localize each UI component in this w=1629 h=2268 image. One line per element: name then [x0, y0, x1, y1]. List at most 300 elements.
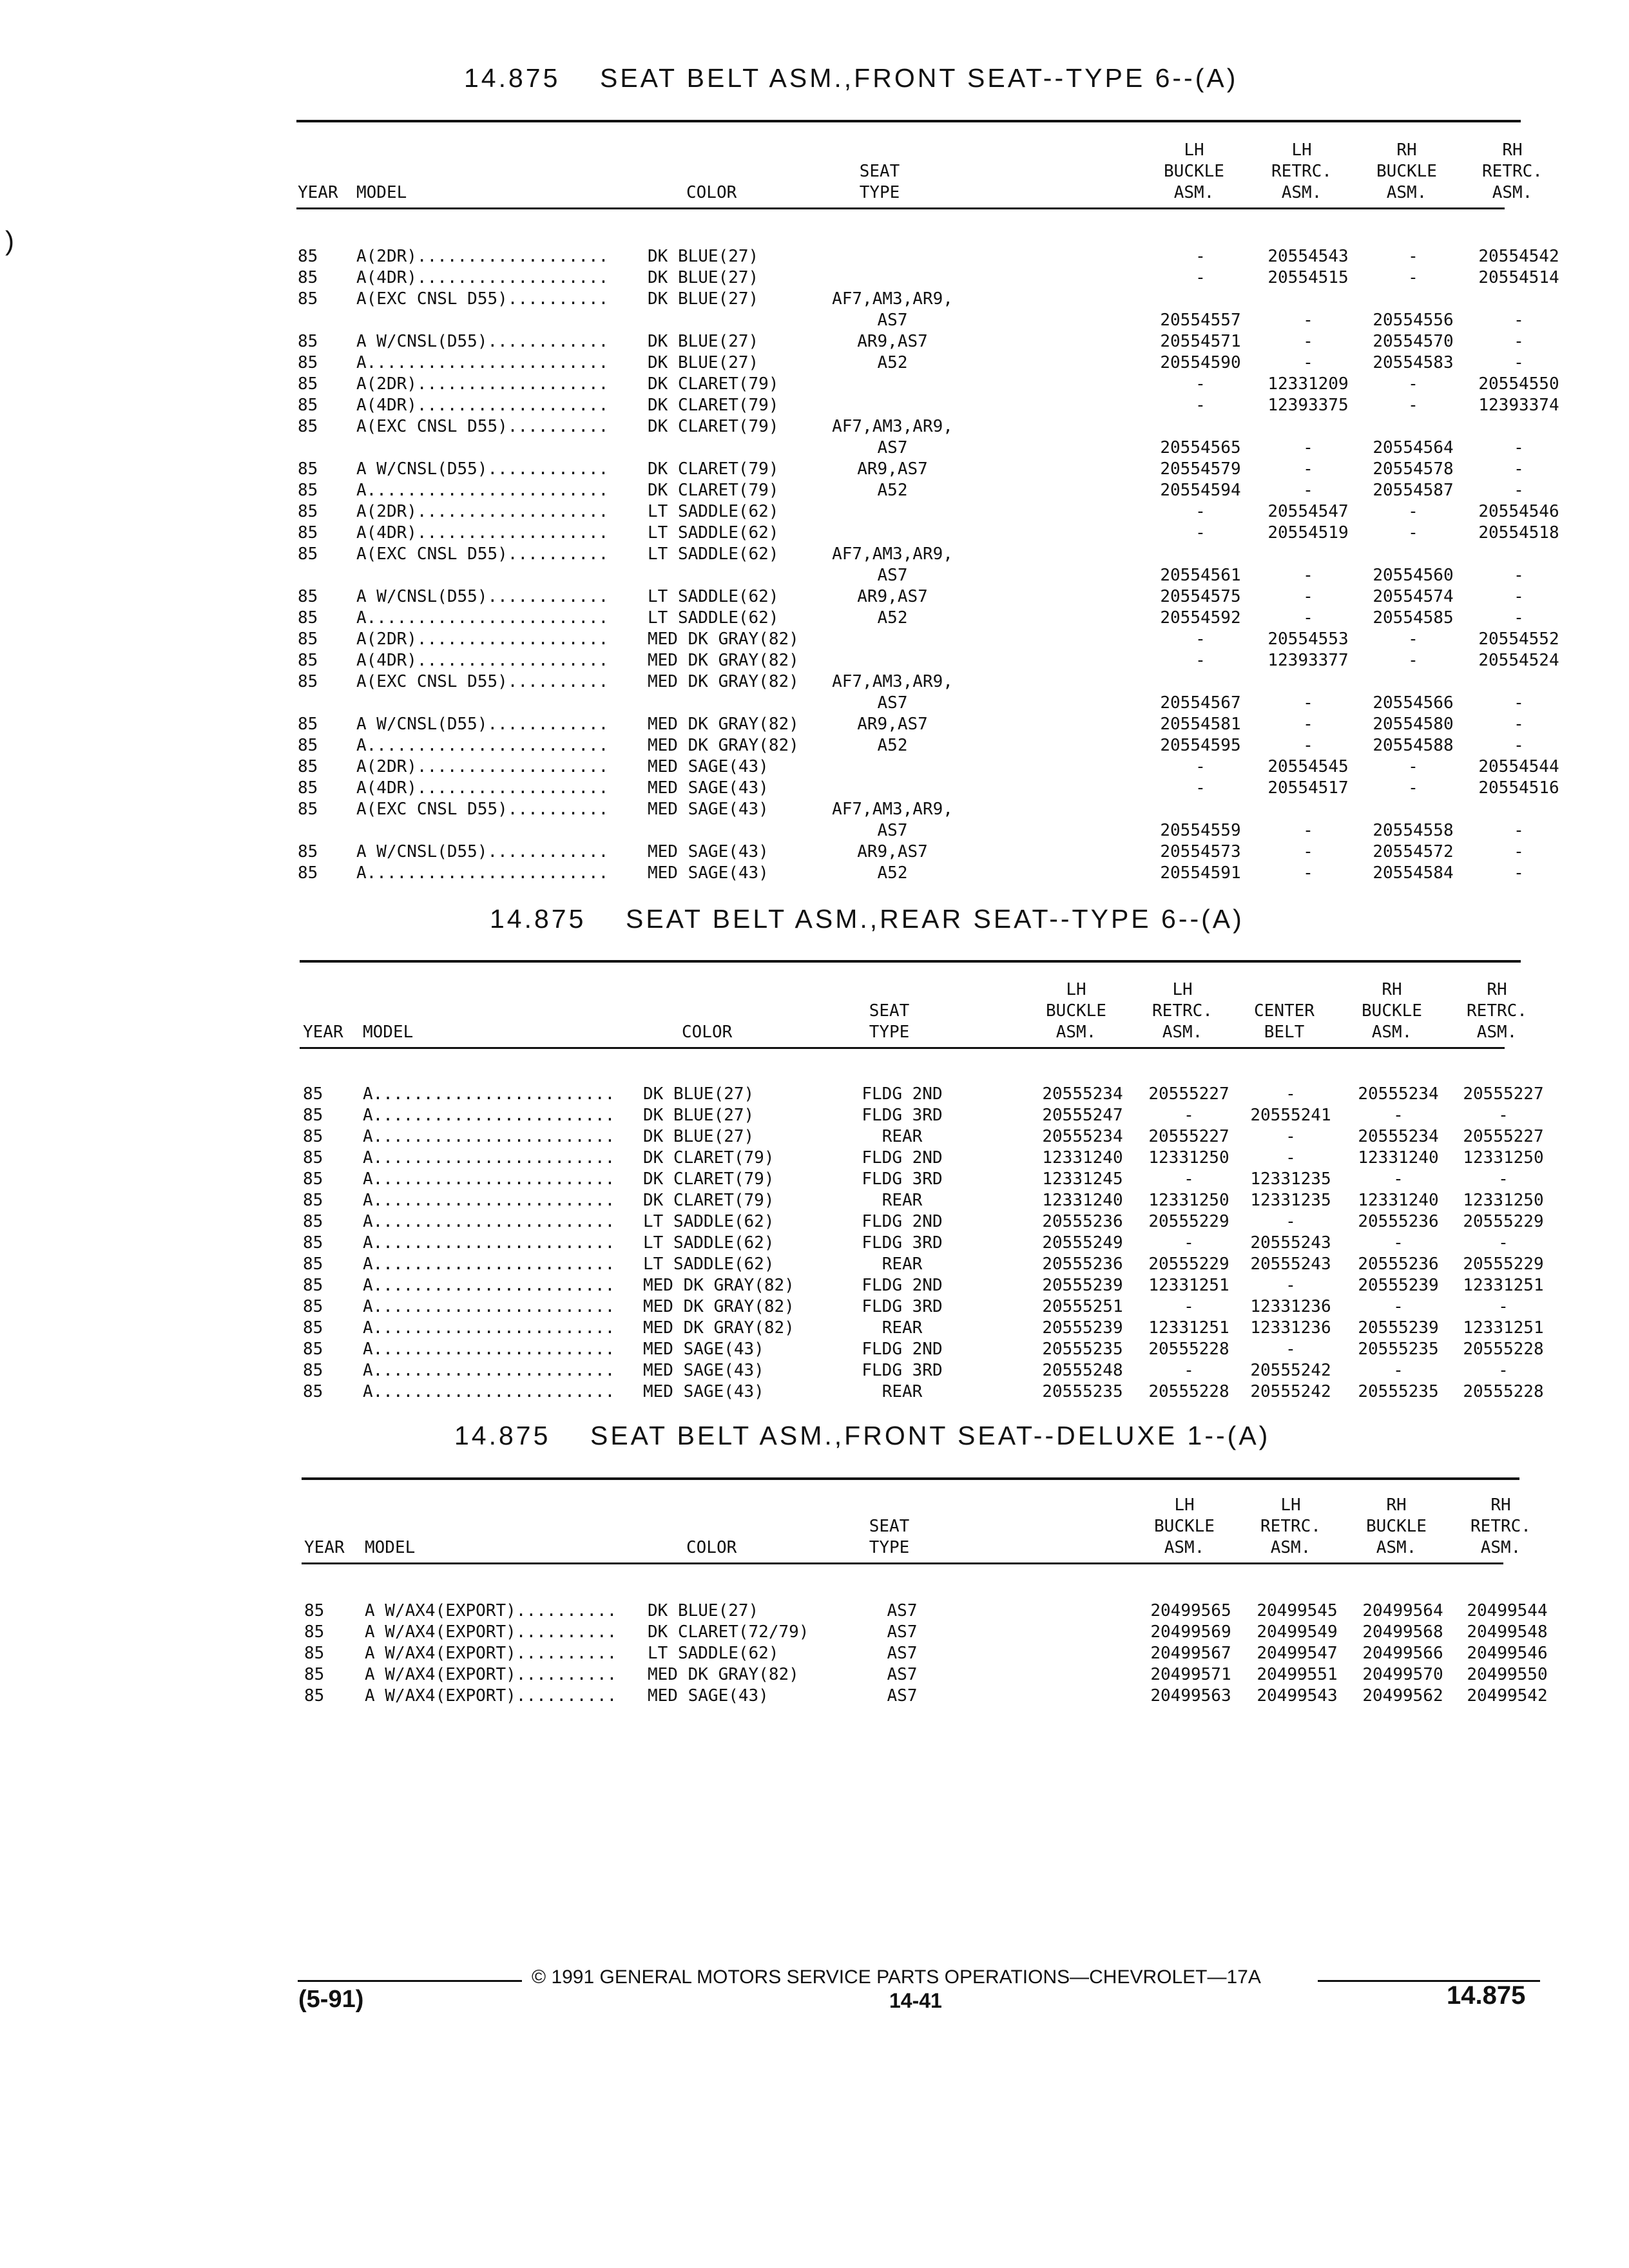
cell-seat-type: AR9,AS7: [857, 332, 928, 351]
table-row: [0, 501, 1629, 523]
cell-part-number: -: [1514, 353, 1524, 372]
cell-part-number: 20499571: [1150, 1665, 1231, 1684]
cell-part-number: 20554514: [1478, 268, 1559, 287]
cell-part-number: 20554571: [1160, 332, 1241, 351]
cell-part-number: 12331250: [1463, 1191, 1544, 1210]
cell-seat-type: FLDG 3RD: [862, 1106, 943, 1125]
cell-part-number: -: [1498, 1169, 1509, 1189]
cell-model: A........................: [356, 353, 609, 372]
cell-color: MED SAGE(43): [648, 1686, 769, 1706]
table-row: [0, 756, 1629, 778]
cell-color: MED DK GRAY(82): [643, 1297, 795, 1316]
cell-year: 85: [303, 1084, 323, 1104]
table-row: [0, 544, 1629, 566]
table-row: [0, 735, 1629, 757]
column-header-part: RH BUCKLE ASM.: [1376, 140, 1437, 202]
cell-model: A(2DR)...................: [356, 374, 609, 394]
cell-seat-type: AF7,AM3,AR9,: [832, 289, 953, 309]
cell-part-number: 20555235: [1358, 1382, 1439, 1401]
cell-part-number: -: [1195, 502, 1206, 521]
cell-part-number: 20555234: [1358, 1127, 1439, 1146]
cell-part-number: 12331235: [1250, 1169, 1331, 1189]
table-row: [0, 437, 1629, 459]
cell-color: LT SADDLE(62): [648, 1644, 779, 1663]
cell-part-number: -: [1393, 1233, 1403, 1253]
cell-part-number: 20554581: [1160, 715, 1241, 734]
cell-part-number: 20499564: [1362, 1601, 1443, 1620]
cell-model: A........................: [363, 1084, 615, 1104]
cell-part-number: -: [1303, 459, 1313, 479]
cell-model: A........................: [363, 1148, 615, 1168]
cell-part-number: 20499545: [1257, 1601, 1338, 1620]
table-row: [0, 1381, 1629, 1403]
column-header-seat-type: SEAT TYPE: [869, 1517, 910, 1557]
cell-year: 85: [303, 1212, 323, 1231]
cell-color: MED SAGE(43): [648, 863, 769, 883]
cell-part-number: 20554558: [1373, 821, 1454, 840]
cell-seat-type: AR9,AS7: [857, 459, 928, 479]
cell-color: MED SAGE(43): [648, 778, 769, 798]
cell-year: 85: [298, 842, 318, 861]
cell-year: 85: [304, 1665, 325, 1684]
cell-part-number: -: [1303, 715, 1313, 734]
cell-year: 85: [298, 332, 318, 351]
cell-model: A........................: [363, 1106, 615, 1125]
cell-part-number: -: [1498, 1233, 1509, 1253]
cell-part-number: 20499542: [1467, 1686, 1548, 1706]
cell-model: A W/CNSL(D55)............: [356, 715, 609, 734]
cell-part-number: -: [1514, 863, 1524, 883]
cell-part-number: 20499566: [1362, 1644, 1443, 1663]
cell-color: MED DK GRAY(82): [643, 1276, 795, 1295]
cell-part-number: -: [1408, 502, 1418, 521]
cell-part-number: -: [1184, 1169, 1194, 1189]
section-title: 14.875 SEAT BELT ASM.,FRONT SEAT--TYPE 6--(A): [464, 63, 1239, 93]
cell-year: 85: [298, 481, 318, 500]
cell-year: 85: [298, 268, 318, 287]
cell-year: 85: [303, 1318, 323, 1338]
cell-part-number: -: [1408, 629, 1418, 649]
table-row: [0, 1296, 1629, 1318]
cell-part-number: -: [1408, 268, 1418, 287]
cell-part-number: 12331209: [1268, 374, 1349, 394]
cell-part-number: 20555236: [1358, 1254, 1439, 1274]
cell-part-number: -: [1195, 629, 1206, 649]
cell-part-number: -: [1184, 1361, 1194, 1380]
cell-part-number: -: [1514, 715, 1524, 734]
cell-model: A W/CNSL(D55)............: [356, 332, 609, 351]
cell-part-number: 20555229: [1148, 1254, 1229, 1274]
cell-part-number: 20554547: [1268, 502, 1349, 521]
cell-seat-type: AS7: [887, 1686, 918, 1706]
cell-color: MED DK GRAY(82): [648, 651, 799, 670]
cell-part-number: 20555239: [1042, 1276, 1123, 1295]
table-row: [0, 1254, 1629, 1276]
cell-year: 85: [298, 672, 318, 691]
cell-part-number: -: [1514, 608, 1524, 628]
cell-year: 85: [298, 587, 318, 606]
cell-model: A W/AX4(EXPORT)..........: [365, 1601, 617, 1620]
cell-color: DK CLARET(79): [643, 1169, 775, 1189]
cell-color: MED SAGE(43): [643, 1382, 764, 1401]
cell-year: 85: [298, 715, 318, 734]
cell-model: A........................: [363, 1254, 615, 1274]
cell-part-number: 20554524: [1478, 651, 1559, 670]
column-header-part: RH BUCKLE ASM.: [1366, 1495, 1427, 1557]
cell-part-number: 20499562: [1362, 1686, 1443, 1706]
cell-part-number: 20554559: [1160, 821, 1241, 840]
cell-color: LT SADDLE(62): [648, 502, 779, 521]
cell-model: A........................: [363, 1297, 615, 1316]
cell-part-number: 20554574: [1373, 587, 1454, 606]
table-row: [0, 778, 1629, 800]
cell-year: 85: [304, 1644, 325, 1663]
column-header-model: MODEL: [365, 1538, 416, 1557]
cell-part-number: 20554542: [1478, 247, 1559, 266]
cell-seat-type: FLDG 2ND: [862, 1148, 943, 1168]
cell-model: A(EXC CNSL D55)..........: [356, 544, 609, 564]
column-header-color: COLOR: [686, 183, 737, 202]
table-row: [0, 1211, 1629, 1233]
cell-color: MED SAGE(43): [648, 842, 769, 861]
cell-part-number: -: [1303, 311, 1313, 330]
cell-seat-type: REAR: [882, 1254, 923, 1274]
cell-model: A(4DR)...................: [356, 396, 609, 415]
cell-part-number: -: [1195, 523, 1206, 543]
cell-seat-type: FLDG 3RD: [862, 1233, 943, 1253]
cell-part-number: 20555234: [1042, 1127, 1123, 1146]
cell-part-number: -: [1303, 693, 1313, 713]
footer-rule-left: [298, 1980, 522, 1982]
cell-year: 85: [298, 778, 318, 798]
cell-part-number: 20555228: [1463, 1340, 1544, 1359]
cell-part-number: -: [1303, 842, 1313, 861]
footer-section-number: 14.875: [1447, 1981, 1526, 2010]
table-row: [0, 629, 1629, 651]
cell-color: MED DK GRAY(82): [648, 629, 799, 649]
cell-color: LT SADDLE(62): [643, 1254, 775, 1274]
column-header-seat-type: SEAT TYPE: [859, 162, 900, 202]
cell-part-number: 20555228: [1148, 1382, 1229, 1401]
cell-part-number: -: [1408, 374, 1418, 394]
cell-model: A........................: [356, 736, 609, 755]
cell-part-number: 20499567: [1150, 1644, 1231, 1663]
cell-part-number: 12393377: [1268, 651, 1349, 670]
cell-model: A(4DR)...................: [356, 651, 609, 670]
cell-color: MED SAGE(43): [648, 757, 769, 776]
cell-model: A........................: [363, 1212, 615, 1231]
column-header-year: YEAR: [304, 1538, 345, 1557]
cell-part-number: 20554544: [1478, 757, 1559, 776]
cell-part-number: -: [1195, 247, 1206, 266]
cell-part-number: -: [1184, 1233, 1194, 1253]
table-row: [0, 1105, 1629, 1127]
footer-date-code: (5-91): [298, 1986, 364, 2013]
cell-part-number: 20555236: [1358, 1212, 1439, 1231]
column-header-part: LH RETRC. ASM.: [1260, 1495, 1321, 1557]
cell-model: A........................: [363, 1169, 615, 1189]
cell-seat-type: AF7,AM3,AR9,: [832, 544, 953, 564]
cell-model: A(EXC CNSL D55)..........: [356, 289, 609, 309]
cell-part-number: -: [1286, 1212, 1296, 1231]
cell-color: DK CLARET(79): [648, 417, 779, 436]
section-top-rule: [302, 1477, 1519, 1480]
cell-year: 85: [298, 417, 318, 436]
table-row: [0, 416, 1629, 438]
cell-part-number: 12331250: [1463, 1148, 1544, 1168]
cell-seat-type: A52: [877, 736, 908, 755]
cell-color: DK BLUE(27): [643, 1127, 755, 1146]
cell-part-number: 20555229: [1148, 1212, 1229, 1231]
cell-year: 85: [303, 1382, 323, 1401]
section-title: 14.875 SEAT BELT ASM.,FRONT SEAT--DELUXE 1--(A): [454, 1421, 1271, 1450]
cell-part-number: 20554565: [1160, 438, 1241, 457]
cell-model: A........................: [363, 1361, 615, 1380]
cell-part-number: 12331235: [1250, 1191, 1331, 1210]
column-header-model: MODEL: [356, 183, 407, 202]
cell-part-number: 20554591: [1160, 863, 1241, 883]
cell-seat-type: AS7: [887, 1622, 918, 1642]
cell-model: A........................: [363, 1340, 615, 1359]
cell-model: A W/CNSL(D55)............: [356, 459, 609, 479]
table-row: [0, 565, 1629, 587]
column-header-color: COLOR: [682, 1023, 733, 1042]
cell-color: MED DK GRAY(82): [648, 672, 799, 691]
cell-part-number: 20555249: [1042, 1233, 1123, 1253]
cell-part-number: 20554580: [1373, 715, 1454, 734]
cell-part-number: 20554553: [1268, 629, 1349, 649]
header-bottom-rule: [302, 1562, 1503, 1564]
cell-model: A(2DR)...................: [356, 502, 609, 521]
table-row: [0, 1190, 1629, 1212]
column-header-seat-type: SEAT TYPE: [869, 1001, 910, 1042]
cell-seat-type: REAR: [882, 1191, 923, 1210]
cell-color: DK BLUE(27): [643, 1106, 755, 1125]
table-row: [0, 586, 1629, 608]
cell-year: 85: [304, 1622, 325, 1642]
table-row: [0, 1169, 1629, 1191]
cell-part-number: -: [1393, 1106, 1403, 1125]
cell-part-number: -: [1195, 757, 1206, 776]
column-header-part: RH BUCKLE ASM.: [1362, 980, 1422, 1042]
cell-part-number: -: [1303, 863, 1313, 883]
cell-part-number: 12331240: [1358, 1191, 1439, 1210]
table-row: [0, 608, 1629, 629]
cell-color: DK CLARET(79): [648, 481, 779, 500]
column-header-part: LH BUCKLE ASM.: [1046, 980, 1106, 1042]
column-header-part: LH BUCKLE ASM.: [1164, 140, 1224, 202]
cell-seat-type: FLDG 3RD: [862, 1361, 943, 1380]
cell-part-number: 20555236: [1042, 1254, 1123, 1274]
cell-part-number: 20554564: [1373, 438, 1454, 457]
cell-part-number: 12331250: [1148, 1148, 1229, 1168]
cell-year: 85: [298, 608, 318, 628]
cell-part-number: -: [1195, 374, 1206, 394]
cell-color: DK BLUE(27): [648, 1601, 759, 1620]
table-row: [0, 267, 1629, 289]
table-row: [0, 1084, 1629, 1106]
cell-part-number: -: [1408, 757, 1418, 776]
cell-seat-type: FLDG 3RD: [862, 1169, 943, 1189]
cell-year: 85: [298, 374, 318, 394]
cell-year: 85: [303, 1297, 323, 1316]
cell-part-number: 20555239: [1358, 1318, 1439, 1338]
cell-color: LT SADDLE(62): [643, 1233, 775, 1253]
cell-model: A........................: [363, 1191, 615, 1210]
cell-part-number: 20555227: [1463, 1084, 1544, 1104]
cell-part-number: -: [1514, 821, 1524, 840]
cell-color: LT SADDLE(62): [643, 1212, 775, 1231]
cell-part-number: 20554579: [1160, 459, 1241, 479]
cell-color: DK BLUE(27): [648, 268, 759, 287]
column-header-color: COLOR: [686, 1538, 737, 1557]
cell-part-number: -: [1195, 396, 1206, 415]
cell-part-number: 20554561: [1160, 566, 1241, 585]
cell-part-number: -: [1514, 587, 1524, 606]
cell-color: MED SAGE(43): [643, 1340, 764, 1359]
cell-part-number: -: [1303, 481, 1313, 500]
cell-year: 85: [298, 247, 318, 266]
cell-model: A(2DR)...................: [356, 629, 609, 649]
table-row: [0, 1622, 1629, 1644]
cell-year: 85: [304, 1686, 325, 1706]
cell-part-number: 20555234: [1358, 1084, 1439, 1104]
cell-model: A W/AX4(EXPORT)..........: [365, 1686, 617, 1706]
cell-part-number: 20555227: [1463, 1127, 1544, 1146]
cell-part-number: 12331240: [1042, 1191, 1123, 1210]
cell-color: MED SAGE(43): [648, 800, 769, 819]
table-row: [0, 1600, 1629, 1622]
cell-part-number: 20554592: [1160, 608, 1241, 628]
cell-part-number: -: [1514, 566, 1524, 585]
table-row: [0, 331, 1629, 353]
cell-part-number: 20555251: [1042, 1297, 1123, 1316]
cell-part-number: 20555241: [1250, 1106, 1331, 1125]
cell-part-number: 20554557: [1160, 311, 1241, 330]
cell-color: DK CLARET(79): [648, 396, 779, 415]
section-top-rule: [296, 120, 1521, 122]
cell-model: A(EXC CNSL D55)..........: [356, 417, 609, 436]
cell-model: A(4DR)...................: [356, 523, 609, 543]
cell-color: MED SAGE(43): [643, 1361, 764, 1380]
cell-year: 85: [298, 289, 318, 309]
cell-model: A W/CNSL(D55)............: [356, 842, 609, 861]
cell-part-number: -: [1408, 523, 1418, 543]
cell-color: LT SADDLE(62): [648, 587, 779, 606]
table-row: [0, 863, 1629, 885]
cell-part-number: 20499570: [1362, 1665, 1443, 1684]
cell-part-number: -: [1286, 1340, 1296, 1359]
cell-model: A........................: [363, 1318, 615, 1338]
cell-color: DK BLUE(27): [643, 1084, 755, 1104]
cell-year: 85: [303, 1106, 323, 1125]
cell-part-number: -: [1514, 438, 1524, 457]
cell-year: 85: [304, 1601, 325, 1620]
cell-part-number: -: [1514, 736, 1524, 755]
cell-part-number: -: [1498, 1361, 1509, 1380]
cell-part-number: 20554556: [1373, 311, 1454, 330]
cell-part-number: 20555229: [1463, 1212, 1544, 1231]
table-row: [0, 1686, 1629, 1707]
cell-color: DK CLARET(79): [648, 374, 779, 394]
cell-part-number: 20555235: [1042, 1382, 1123, 1401]
cell-part-number: 20554570: [1373, 332, 1454, 351]
cell-part-number: 12331245: [1042, 1169, 1123, 1189]
table-row: [0, 289, 1629, 311]
cell-model: A(4DR)...................: [356, 778, 609, 798]
column-header-part: LH RETRC. ASM.: [1271, 140, 1332, 202]
cell-year: 85: [298, 523, 318, 543]
cell-part-number: 20555228: [1148, 1340, 1229, 1359]
table-row: [0, 714, 1629, 736]
cell-color: MED DK GRAY(82): [643, 1318, 795, 1338]
cell-part-number: 20554567: [1160, 693, 1241, 713]
cell-part-number: 20555234: [1042, 1084, 1123, 1104]
cell-part-number: 12331240: [1358, 1148, 1439, 1168]
cell-seat-type: AS7: [877, 566, 908, 585]
cell-part-number: 20554566: [1373, 693, 1454, 713]
table-row: [0, 459, 1629, 481]
cell-part-number: 20554595: [1160, 736, 1241, 755]
cell-part-number: -: [1514, 842, 1524, 861]
cell-year: 85: [298, 863, 318, 883]
column-header-model: MODEL: [363, 1023, 414, 1042]
cell-part-number: -: [1195, 268, 1206, 287]
cell-part-number: 20499563: [1150, 1686, 1231, 1706]
cell-part-number: -: [1303, 821, 1313, 840]
cell-seat-type: AS7: [887, 1644, 918, 1663]
header-bottom-rule: [296, 207, 1505, 209]
table-row: [0, 352, 1629, 374]
cell-part-number: -: [1184, 1297, 1194, 1316]
cell-model: A W/CNSL(D55)............: [356, 587, 609, 606]
table-row: [0, 1318, 1629, 1340]
cell-part-number: -: [1408, 778, 1418, 798]
cell-seat-type: AF7,AM3,AR9,: [832, 417, 953, 436]
cell-part-number: 20499568: [1362, 1622, 1443, 1642]
cell-part-number: -: [1408, 396, 1418, 415]
cell-model: A........................: [363, 1233, 615, 1253]
cell-model: A(EXC CNSL D55)..........: [356, 800, 609, 819]
cell-year: 85: [298, 353, 318, 372]
cell-color: DK CLARET(79): [643, 1191, 775, 1210]
cell-model: A(EXC CNSL D55)..........: [356, 672, 609, 691]
cell-part-number: 20554578: [1373, 459, 1454, 479]
table-row: [0, 1148, 1629, 1169]
cell-seat-type: REAR: [882, 1382, 923, 1401]
cell-year: 85: [303, 1233, 323, 1253]
cell-part-number: 20555228: [1463, 1382, 1544, 1401]
table-row: [0, 650, 1629, 672]
cell-seat-type: AS7: [877, 438, 908, 457]
cell-model: A W/AX4(EXPORT)..........: [365, 1665, 617, 1684]
cell-part-number: -: [1303, 736, 1313, 755]
cell-part-number: 20554552: [1478, 629, 1559, 649]
cell-seat-type: FLDG 3RD: [862, 1297, 943, 1316]
cell-part-number: 20555235: [1042, 1340, 1123, 1359]
cell-model: A(2DR)...................: [356, 757, 609, 776]
table-row: [0, 1360, 1629, 1382]
cell-seat-type: AF7,AM3,AR9,: [832, 672, 953, 691]
cell-part-number: -: [1303, 587, 1313, 606]
column-header-year: YEAR: [298, 183, 338, 202]
cell-model: A(2DR)...................: [356, 247, 609, 266]
cell-year: 85: [298, 396, 318, 415]
cell-part-number: 20499569: [1150, 1622, 1231, 1642]
cell-part-number: -: [1393, 1169, 1403, 1189]
cell-year: 85: [303, 1254, 323, 1274]
cell-seat-type: AR9,AS7: [857, 587, 928, 606]
